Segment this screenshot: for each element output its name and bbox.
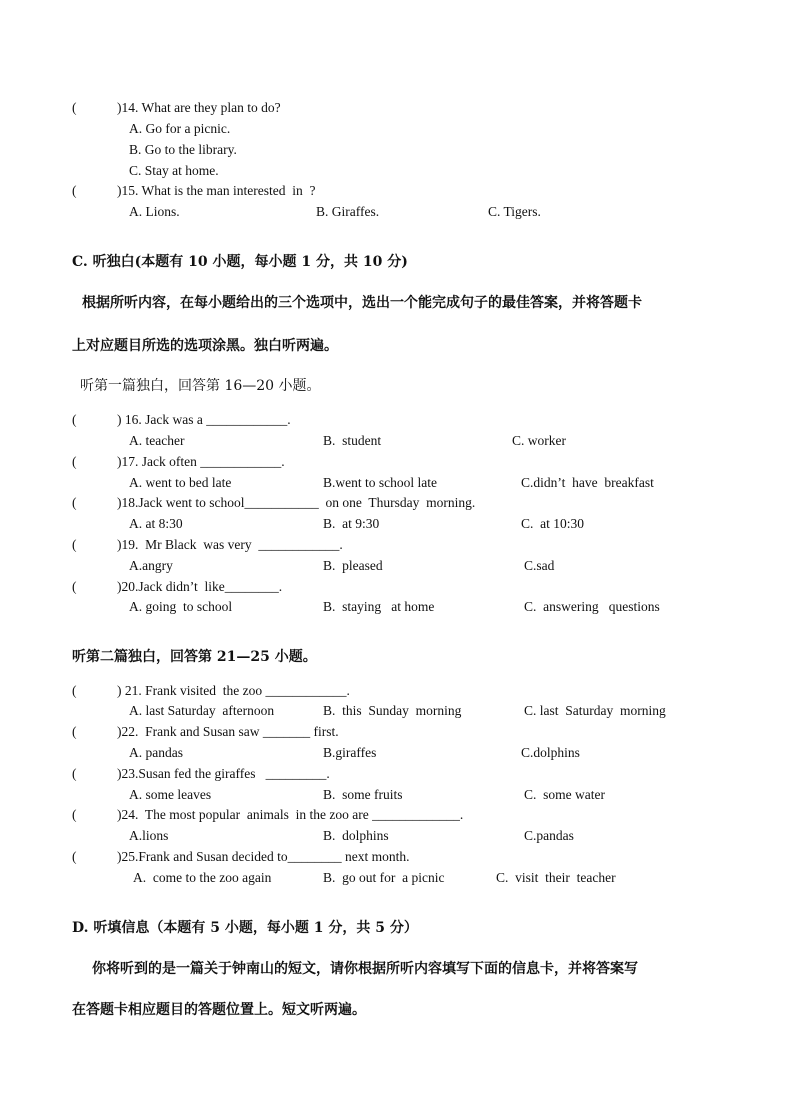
question-19-option-a[interactable]: A.angry: [129, 558, 173, 573]
answer-paren[interactable]: (: [72, 537, 77, 552]
answer-paren[interactable]: (: [72, 766, 77, 781]
question-15-option-a[interactable]: A. Lions.: [129, 204, 180, 219]
monologue-1-heading: 听第一篇独白，回答第 16—20 小题。: [80, 378, 321, 394]
question-14-option-a[interactable]: A. Go for a picnic.: [129, 121, 231, 136]
question-16-option-c[interactable]: C. worker: [512, 433, 566, 448]
question-15-option-c[interactable]: C. Tigers.: [488, 204, 541, 219]
answer-paren[interactable]: (: [72, 495, 77, 510]
question-18-stem: )18.Jack went to school___________ on one Thursday morning.: [117, 495, 476, 510]
question-20-stem: )20.Jack didn’t like________.: [117, 579, 283, 594]
section-d-instruction-line2: 在答题卡相应题目的答题位置上。短文听两遍。: [72, 1002, 366, 1018]
question-19-option-c[interactable]: C.sad: [524, 558, 555, 573]
question-17-option-a[interactable]: A. went to bed late: [129, 475, 232, 490]
question-18-option-a[interactable]: A. at 8:30: [129, 516, 183, 531]
question-17-option-c[interactable]: C.didn’t have breakfast: [521, 475, 654, 490]
question-24-option-b[interactable]: B. dolphins: [323, 828, 389, 843]
question-14-option-c[interactable]: C. Stay at home.: [129, 163, 219, 178]
answer-paren[interactable]: (: [72, 100, 77, 115]
question-18-option-c[interactable]: C. at 10:30: [521, 516, 584, 531]
question-22-option-b[interactable]: B.giraffes: [323, 745, 377, 760]
answer-paren[interactable]: (: [72, 849, 77, 864]
question-19-option-b[interactable]: B. pleased: [323, 558, 383, 573]
question-24-stem: )24. The most popular animals in the zoo are _____________.: [117, 807, 464, 822]
question-21-option-c[interactable]: C. last Saturday morning: [524, 703, 666, 718]
question-21-stem: ) 21. Frank visited the zoo ____________.: [117, 683, 350, 698]
question-23-option-c[interactable]: C. some water: [524, 787, 605, 802]
answer-paren[interactable]: (: [72, 807, 77, 822]
section-d-instruction-line1: 你将听到的是一篇关于钟南山的短文，请你根据所听内容填写下面的信息卡，并将答案写: [92, 961, 638, 977]
question-15-stem: )15. What is the man interested in ?: [117, 183, 316, 198]
question-17-stem: )17. Jack often ____________.: [117, 454, 285, 469]
question-16-stem: ) 16. Jack was a ____________.: [117, 412, 291, 427]
question-23-option-b[interactable]: B. some fruits: [323, 787, 403, 802]
question-24-option-c[interactable]: C.pandas: [524, 828, 574, 843]
question-19-stem: )19. Mr Black was very ____________.: [117, 537, 343, 552]
question-21-option-a[interactable]: A. last Saturday afternoon: [129, 703, 275, 718]
question-23-stem: )23.Susan fed the giraffes _________.: [117, 766, 330, 781]
section-c-heading: C. 听独白(本题有 10 小题，每小题 1 分，共 10 分): [72, 254, 408, 270]
answer-paren[interactable]: (: [72, 412, 77, 427]
section-c-instruction-line2: 上对应题目所选的选项涂黑。独白听两遍。: [72, 338, 338, 354]
question-16-option-b[interactable]: B. student: [323, 433, 382, 448]
question-25-option-c[interactable]: C. visit their teacher: [496, 870, 616, 885]
question-25-stem: )25.Frank and Susan decided to________ next month.: [117, 849, 410, 864]
monologue-2-heading: 听第二篇独白，回答第 21—25 小题。: [72, 649, 317, 665]
question-20-option-c[interactable]: C. answering questions: [524, 599, 660, 614]
answer-paren[interactable]: (: [72, 683, 77, 698]
question-22-stem: )22. Frank and Susan saw _______ first.: [117, 724, 339, 739]
answer-paren[interactable]: (: [72, 579, 77, 594]
section-d-heading: D. 听填信息（本题有 5 小题，每小题 1 分，共 5 分）: [72, 920, 418, 936]
question-21-option-b[interactable]: B. this Sunday morning: [323, 703, 462, 718]
question-23-option-a[interactable]: A. some leaves: [129, 787, 212, 802]
question-22-option-c[interactable]: C.dolphins: [521, 745, 580, 760]
answer-paren[interactable]: (: [72, 454, 77, 469]
question-14-option-b[interactable]: B. Go to the library.: [129, 142, 237, 157]
question-18-option-b[interactable]: B. at 9:30: [323, 516, 380, 531]
question-17-option-b[interactable]: B.went to school late: [323, 475, 437, 490]
section-c-instruction-line1: 根据所听内容，在每小题给出的三个选项中，选出一个能完成句子的最佳答案，并将答题卡: [82, 295, 642, 311]
answer-paren[interactable]: (: [72, 724, 77, 739]
question-25-option-b[interactable]: B. go out for a picnic: [323, 870, 445, 885]
question-14-stem: )14. What are they plan to do?: [117, 100, 281, 115]
question-22-option-a[interactable]: A. pandas: [129, 745, 183, 760]
question-16-option-a[interactable]: A. teacher: [129, 433, 185, 448]
question-25-option-a[interactable]: A. come to the zoo again: [133, 870, 272, 885]
question-24-option-a[interactable]: A.lions: [129, 828, 169, 843]
question-20-option-b[interactable]: B. staying at home: [323, 599, 435, 614]
question-15-option-b[interactable]: B. Giraffes.: [316, 204, 380, 219]
question-20-option-a[interactable]: A. going to school: [129, 599, 233, 614]
answer-paren[interactable]: (: [72, 183, 77, 198]
